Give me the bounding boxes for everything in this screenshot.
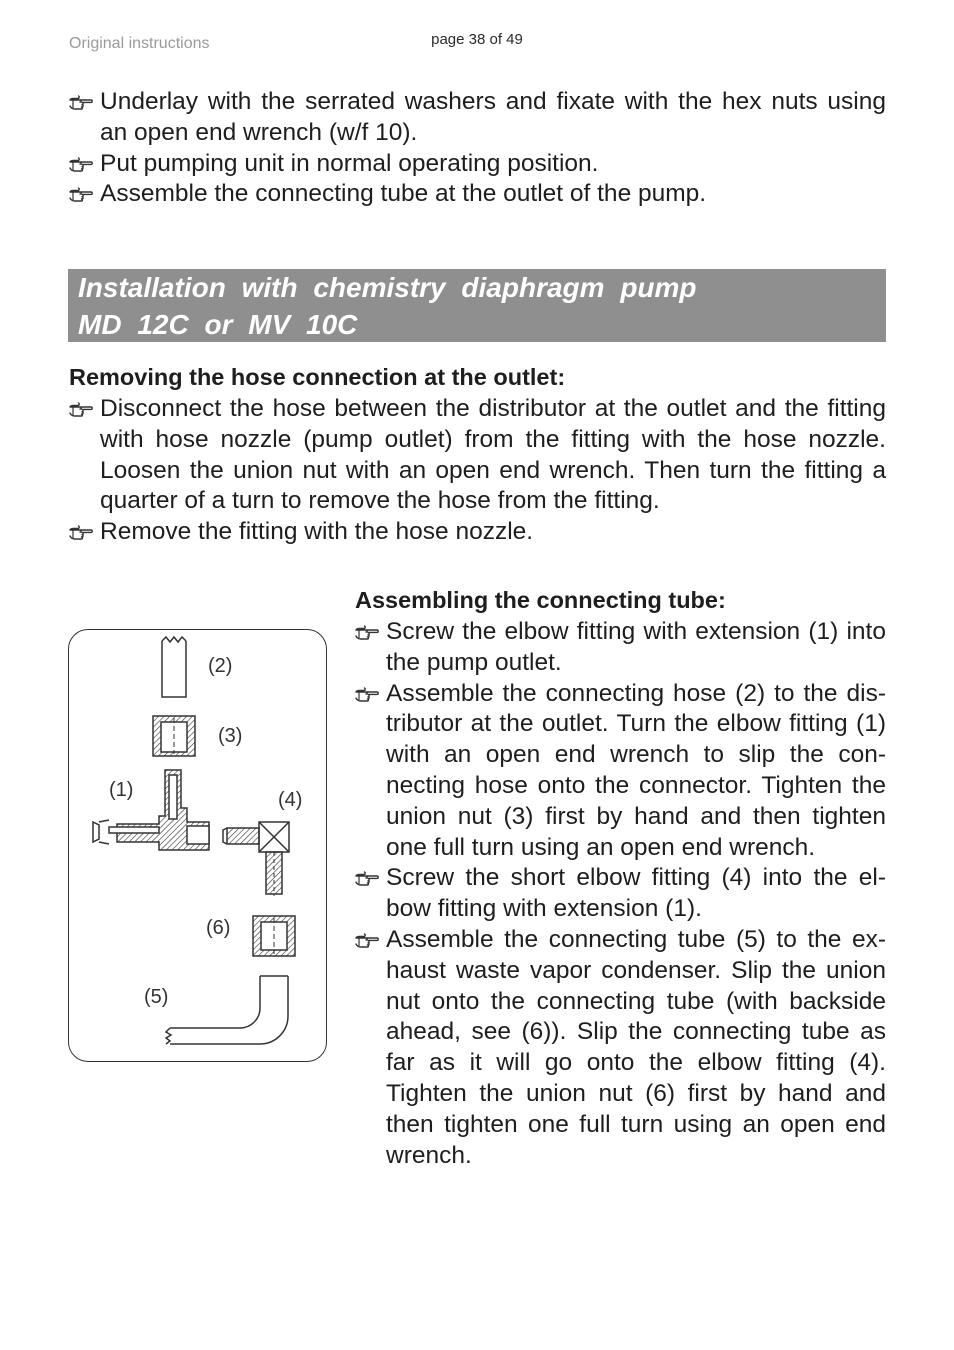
union-nut-6-part	[253, 916, 295, 956]
assembly-figure	[68, 629, 327, 1062]
pointing-hand-icon	[69, 518, 93, 546]
assembling-step-list	[355, 617, 886, 1171]
section-title-line-1: Installation with chemistry diaphragm pump	[78, 272, 697, 303]
short-elbow-fitting-part	[223, 822, 289, 896]
list-item: Assemble the connecting hose (2) to the dis-tributor at the outlet. Turn the elbow fitting (1) with an open end wrench to slip the con-necting hose onto the connector. Tighten the union nut (3) first by hand and then tighten one full turn using an open end wrench.	[355, 679, 886, 864]
list-item: Disconnect the hose between the distributor at the outlet and the fitting with hose nozzle (pump outlet) from the fitting with the hose nozzle. Loosen the union nut with an open end wrench. Then turn the fitting a quarter of a turn to remove the hose from the fitting.	[69, 394, 886, 517]
label-6: (6)	[206, 917, 231, 939]
assembling-heading: Assembling the connecting tube:	[355, 587, 726, 613]
pointing-hand-icon	[69, 88, 93, 116]
pointing-hand-icon	[355, 680, 379, 708]
assembly-drawing	[69, 630, 328, 1063]
removing-step-list	[69, 394, 886, 548]
removing-heading: Removing the hose connection at the outlet:	[69, 364, 566, 390]
section-banner	[68, 269, 886, 342]
label-2: (2)	[208, 655, 233, 677]
list-item: Assemble the connecting tube at the outlet of the pump.	[69, 179, 886, 210]
list-item: Underlay with the serrated washers and fixate with the hex nuts using an open end wrench (w/f 10).	[69, 87, 886, 149]
list-item: Put pumping unit in normal operating position.	[69, 149, 886, 180]
label-4: (4)	[278, 789, 303, 811]
document-label: Original instructions	[69, 35, 210, 52]
label-3: (3)	[218, 725, 243, 747]
pointing-hand-icon	[355, 926, 379, 954]
union-nut-part	[153, 716, 195, 756]
page-number: page 38 of 49	[431, 31, 523, 48]
list-item: Assemble the connecting tube (5) to the ex-haust waste vapor condenser. Slip the union nut onto the connecting tube (with backside ahead, see (6)). Slip the connecting tube as far as it will go onto the elbow fitting (4). Tighten the union nut (6) first by hand and then tighten one full turn using an open end wrench.	[355, 925, 886, 1171]
list-item: Screw the elbow fitting with extension (1) into the pump outlet.	[355, 617, 886, 679]
connecting-hose-part	[162, 637, 186, 697]
section-title-line-2: MD 12C or MV 10C	[78, 309, 358, 340]
list-item: Screw the short elbow fitting (4) into the el-bow fitting with extension (1).	[355, 863, 886, 925]
label-5: (5)	[144, 986, 169, 1008]
pointing-hand-icon	[355, 618, 379, 646]
list-item: Remove the fitting with the hose nozzle.	[69, 517, 886, 548]
pointing-hand-icon	[69, 395, 93, 423]
pointing-hand-icon	[69, 180, 93, 208]
pointing-hand-icon	[355, 864, 379, 892]
pointing-hand-icon	[69, 150, 93, 178]
label-1: (1)	[109, 779, 134, 801]
connecting-tube-part	[166, 976, 288, 1044]
intro-step-list	[69, 87, 886, 210]
